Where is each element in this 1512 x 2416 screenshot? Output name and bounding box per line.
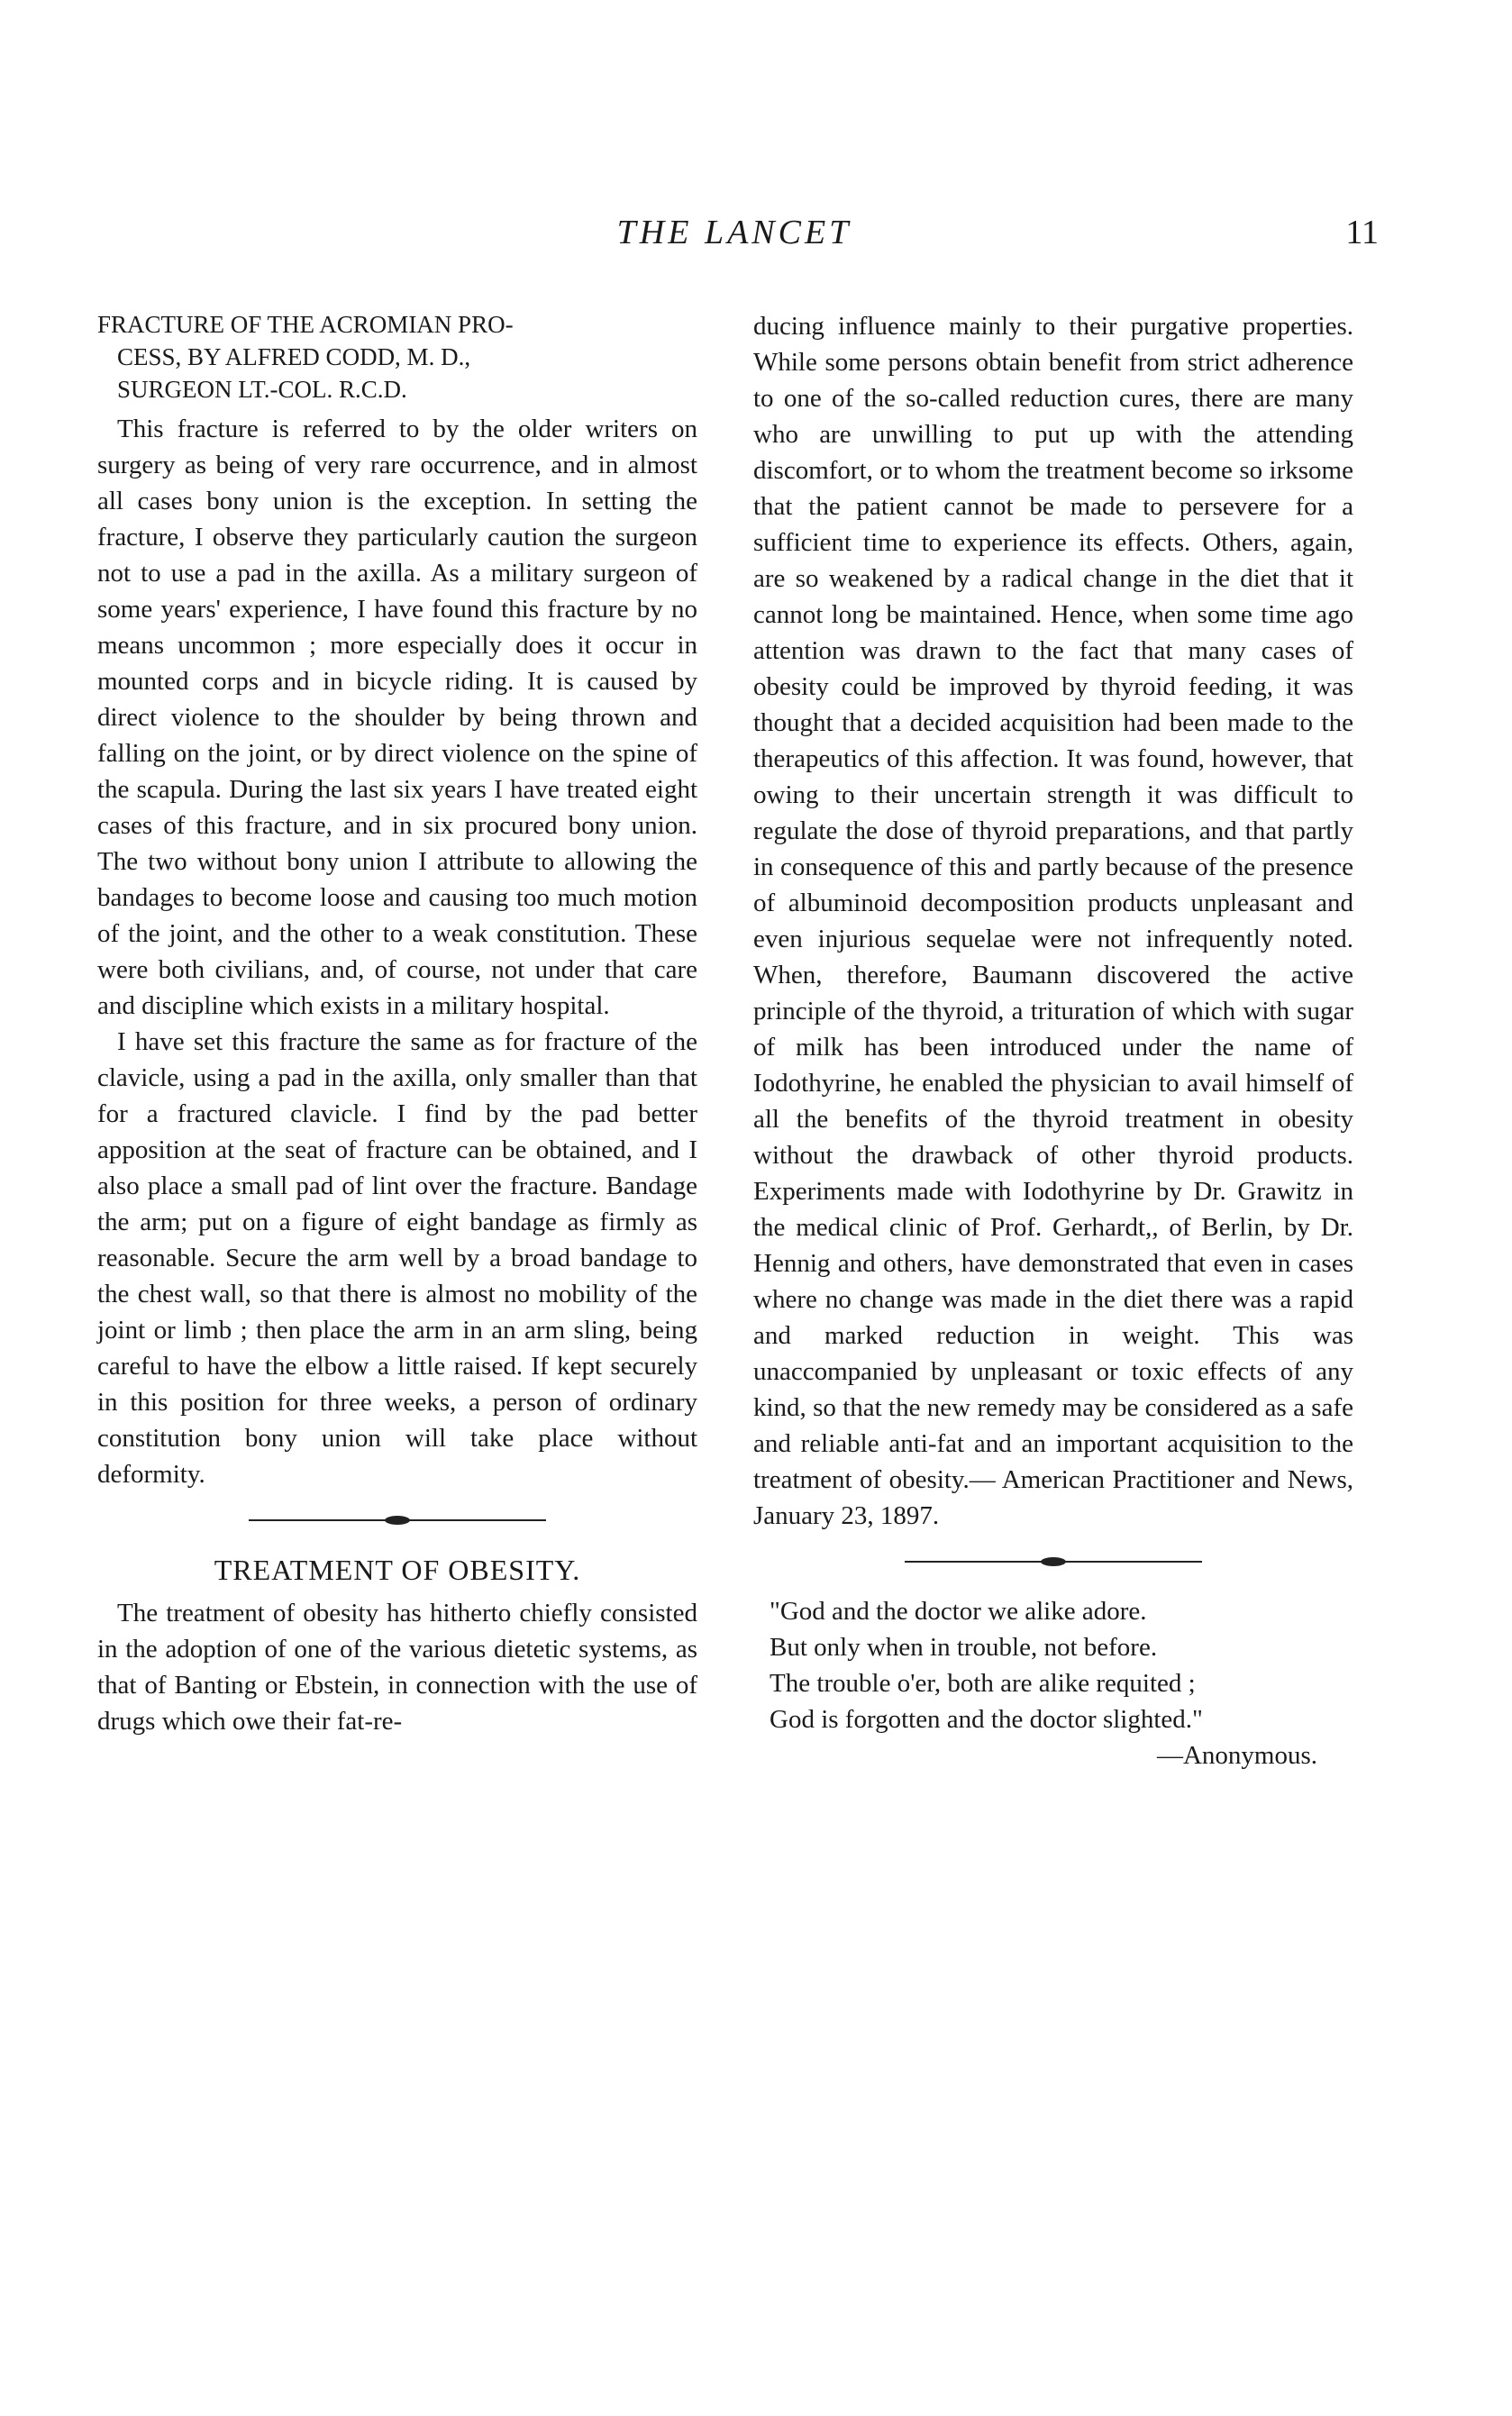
verse-line: The trouble o'er, both are alike requited ; (770, 1669, 1196, 1698)
running-header (90, 213, 1379, 267)
article-title-line: SURGEON LT.-COL. R.C.D. (117, 376, 407, 403)
verse-line: God is forgotten and the doctor slighted." (770, 1705, 1203, 1734)
section-divider (249, 1519, 546, 1521)
left-column (97, 308, 697, 1739)
page-number: 11 (1345, 214, 1379, 251)
article-paragraph: This fracture is referred to by the older writers on surgery as being of very rare occurrence, and in almost all cases bony union is the exception. In setting the fracture, I observe they particularly caution the surgeon not to use a pad in the axilla. As a military surgeon of some years' experience, I have found this fracture by no means uncommon ; more especially does it occur in mounted corps and in bicycle riding. It is caused by direct violence to the shoulder by being thrown and falling on the joint, or by direct violence on the spine of the scapula. During the last six years I have treated eight cases of this fracture, and in six procured bony union. The two without bony union I attribute to allowing the bandages to become loose and causing too much motion of the joint, and the other to a weak constitution. These were both civilians, and, of course, not under that care and discipline which exists in a military hospital. (97, 415, 697, 1020)
article-paragraph: The treatment of obesity has hitherto chiefly consisted in the adoption of one of the various dietetic systems, as that of Banting or Ebstein, in connection with the use of drugs which owe their fat-re- (97, 1599, 697, 1736)
section-divider (905, 1561, 1202, 1563)
article-paragraph: I have set this fracture the same as for fracture of the clavicle, using a pad in the axilla, only smaller than that for a fractured clavicle. I find by the pad better apposition at the seat of fracture can be obtained, and I also place a small pad of lint over the fracture. Bandage the arm; put on a figure of eight bandage as firmly as reasonable. Secure the arm well by a broad bandage to the chest wall, so that there is almost no mobility of the joint or limb ; then place the arm in an arm sling, being careful to have the elbow a little raised. If kept securely in this position for three weeks, a person of ordinary constitution bony union will take place without deformity. (97, 1027, 697, 1489)
verse-attribution: —Anonymous. (1156, 1741, 1317, 1770)
article-title-line: FRACTURE OF THE ACROMIAN PRO- (97, 311, 514, 338)
verse-quote (753, 1593, 1353, 1773)
article-title-acromian-fracture (97, 308, 697, 406)
article-title-line: CESS, BY ALFRED CODD, M. D., (117, 343, 471, 370)
right-column (753, 308, 1353, 1773)
article-paragraph-continued: ducing influence mainly to their purgative properties. While some persons obtain benefit from strict adherence to one of the so-called reduction cures, there are many who are unwilling to put up with the attending discomfort, or to whom the treatment become so irksome that the patient cannot be made to persevere for a sufficient time to experience its effects. Others, again, are so weakened by a radical change in the diet that it cannot long be maintained. Hence, when some time ago attention was drawn to the fact that many cases of obesity could be improved by thyroid feeding, it was thought that a decided acquisition had been made to the therapeutics of this affection. It was found, however, that owing to their uncertain strength it was difficult to regulate the dose of thyroid preparations, and that partly in consequence of this and partly because of the presence of albuminoid decomposition products unpleasant and even injurious sequelae were not infrequently noted. When, therefore, Baumann discovered the active principle of the thyroid, a trituration of which with sugar of milk has been introduced under the name of Iodothyrine, he enabled the physician to avail himself of all the benefits of the thyroid treatment in obesity without the drawback of other thyroid products. Experiments made with Iodothyrine by Dr. Grawitz in the medical clinic of Prof. Gerhardt,, of Berlin, by Dr. Hennig and others, have demonstrated that even in cases where no change was made in the diet there was a rapid and marked reduction in weight. This was unaccompanied by unpleasant or toxic effects of any kind, so that the new remedy may be considered as a safe and reliable anti-fat and an important acquisition to the treatment of obesity.— American Practitioner and News, January 23, 1897. (753, 312, 1353, 1530)
journal-title: THE LANCET (616, 214, 852, 251)
verse-line: But only when in trouble, not before. (770, 1633, 1158, 1662)
article-title-obesity: TREATMENT OF OBESITY. (214, 1554, 581, 1586)
verse-line: "God and the doctor we alike adore. (770, 1597, 1147, 1626)
